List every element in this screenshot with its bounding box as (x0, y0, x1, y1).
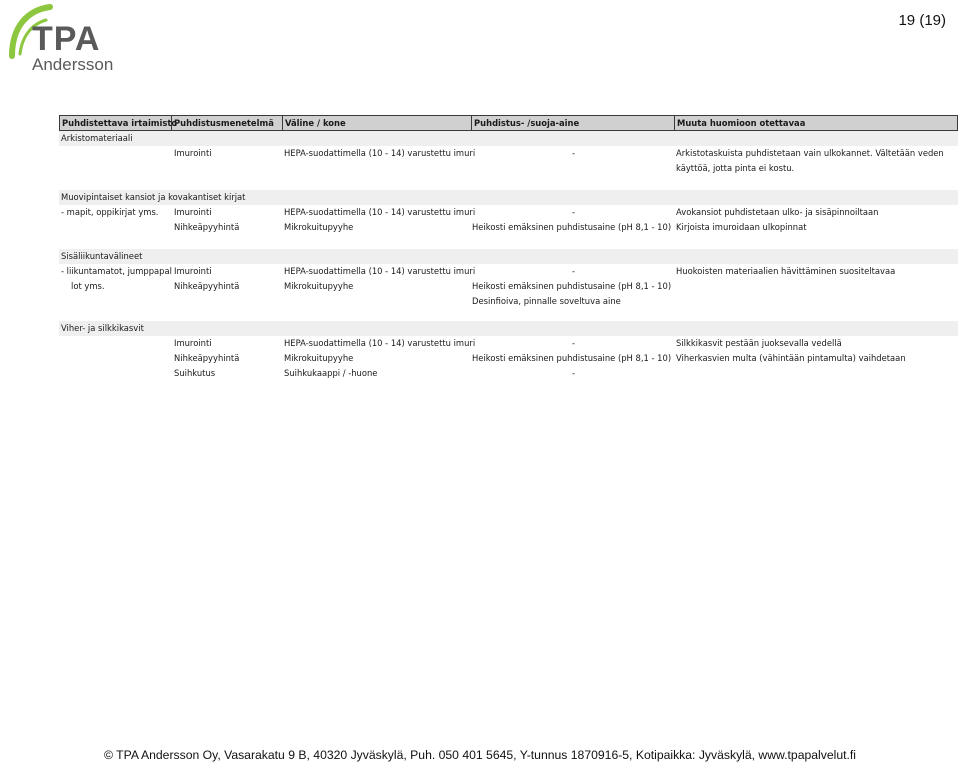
agent-cell: Heikosti emäksinen puhdistusaine (pH 8,1 - 10) (472, 281, 672, 291)
tool-cell: Suihkukaappi / -huone (284, 368, 378, 378)
method-cell: Imurointi (174, 266, 212, 276)
section-title-row (59, 249, 958, 264)
tool-cell: Mikrokuitupyyhe (284, 222, 354, 232)
note-cell: Huokoisten materiaalien hävittäminen suositeltavaa (676, 266, 896, 276)
note-cell: Silkkikasvit pestään juoksevalla vedellä (676, 338, 842, 348)
tool-cell: Mikrokuitupyyhe (284, 281, 354, 291)
method-cell: Nihkeäpyyhintä (174, 222, 240, 232)
table-header-row (59, 115, 958, 131)
table-row (59, 279, 958, 294)
note-cell: Arkistotaskuista puhdistetaan vain ulkokannet. Vältetään veden (676, 148, 944, 158)
tool-cell: Mikrokuitupyyhe (284, 353, 354, 363)
method-cell: Nihkeäpyyhintä (174, 281, 240, 291)
table-row (59, 205, 958, 220)
tool-cell: HEPA-suodattimella (10 - 14) varustettu imuri (284, 266, 476, 276)
note-cell: Avokansiot puhdistetaan ulko- ja sisäpinnoiltaan (676, 207, 879, 217)
item-cell: lot yms. (71, 281, 105, 291)
method-cell: Imurointi (174, 148, 212, 158)
tool-cell: HEPA-suodattimella (10 - 14) varustettu imuri (284, 338, 476, 348)
tool-cell: HEPA-suodattimella (10 - 14) varustettu imuri (284, 148, 476, 158)
table-row (59, 161, 958, 176)
section-title-row (59, 190, 958, 205)
table-row (59, 336, 958, 351)
column-header-agent: Puhdistus- /suoja-aine (472, 116, 675, 130)
note-cell: käyttöä, jotta pinta ei kostu. (676, 163, 795, 173)
section-title-row (59, 131, 958, 146)
agent-cell: Heikosti emäksinen puhdistusaine (pH 8,1 - 10) (472, 222, 672, 232)
method-cell: Nihkeäpyyhintä (174, 353, 240, 363)
logo-text-sub: Andersson (32, 55, 114, 74)
method-cell: Suihkutus (174, 368, 216, 378)
table-row (59, 294, 958, 309)
column-header-notes: Muuta huomioon otettavaa (677, 118, 806, 128)
page-number: 19 (19) (898, 12, 946, 29)
table-row (59, 146, 958, 161)
agent-cell: - (572, 266, 576, 276)
table-row (59, 220, 958, 235)
item-cell: - liikuntamatot, jumppapal (61, 266, 172, 276)
note-cell: Viherkasvien multa (vähintään pintamulta) vaihdetaan (676, 353, 906, 363)
tool-cell: HEPA-suodattimella (10 - 14) varustettu imuri (284, 207, 476, 217)
section-title: Sisäliikuntavälineet (61, 251, 143, 261)
section-title: Arkistomateriaali (61, 133, 133, 143)
agent-cell: - (572, 207, 576, 217)
page-footer: © TPA Andersson Oy, Vasarakatu 9 B, 40320 Jyväskylä, Puh. 050 401 5645, Y-tunnus 1870916-5, Kotipaikka: Jyväskylä, www.tpapalvelut.fi (104, 748, 856, 762)
agent-cell: - (572, 338, 576, 348)
note-cell: Kirjoista imuroidaan ulkopinnat (676, 222, 807, 232)
cleaning-table (59, 115, 958, 381)
section-title-row (59, 321, 958, 336)
company-logo (6, 4, 136, 74)
method-cell: Imurointi (174, 338, 212, 348)
agent-cell: - (572, 148, 576, 158)
agent-cell: Heikosti emäksinen puhdistusaine (pH 8,1 - 10) (472, 353, 672, 363)
column-header-item: Puhdistettava irtaimisto (62, 118, 178, 128)
section-title: Muovipintaiset kansiot ja kovakantiset kirjat (61, 192, 246, 202)
column-header-method: Puhdistusmenetelmä (172, 116, 283, 130)
logo-text-main: TPA (32, 20, 101, 58)
section-title: Viher- ja silkkikasvit (61, 323, 144, 333)
table-row (59, 366, 958, 381)
table-row (59, 264, 958, 279)
table-row (59, 351, 958, 366)
item-cell: - mapit, oppikirjat yms. (61, 207, 159, 217)
column-header-tool: Väline / kone (283, 116, 472, 130)
method-cell: Imurointi (174, 207, 212, 217)
agent-cell: Desinfioiva, pinnalle soveltuva aine (472, 296, 621, 306)
agent-cell: - (572, 368, 576, 378)
